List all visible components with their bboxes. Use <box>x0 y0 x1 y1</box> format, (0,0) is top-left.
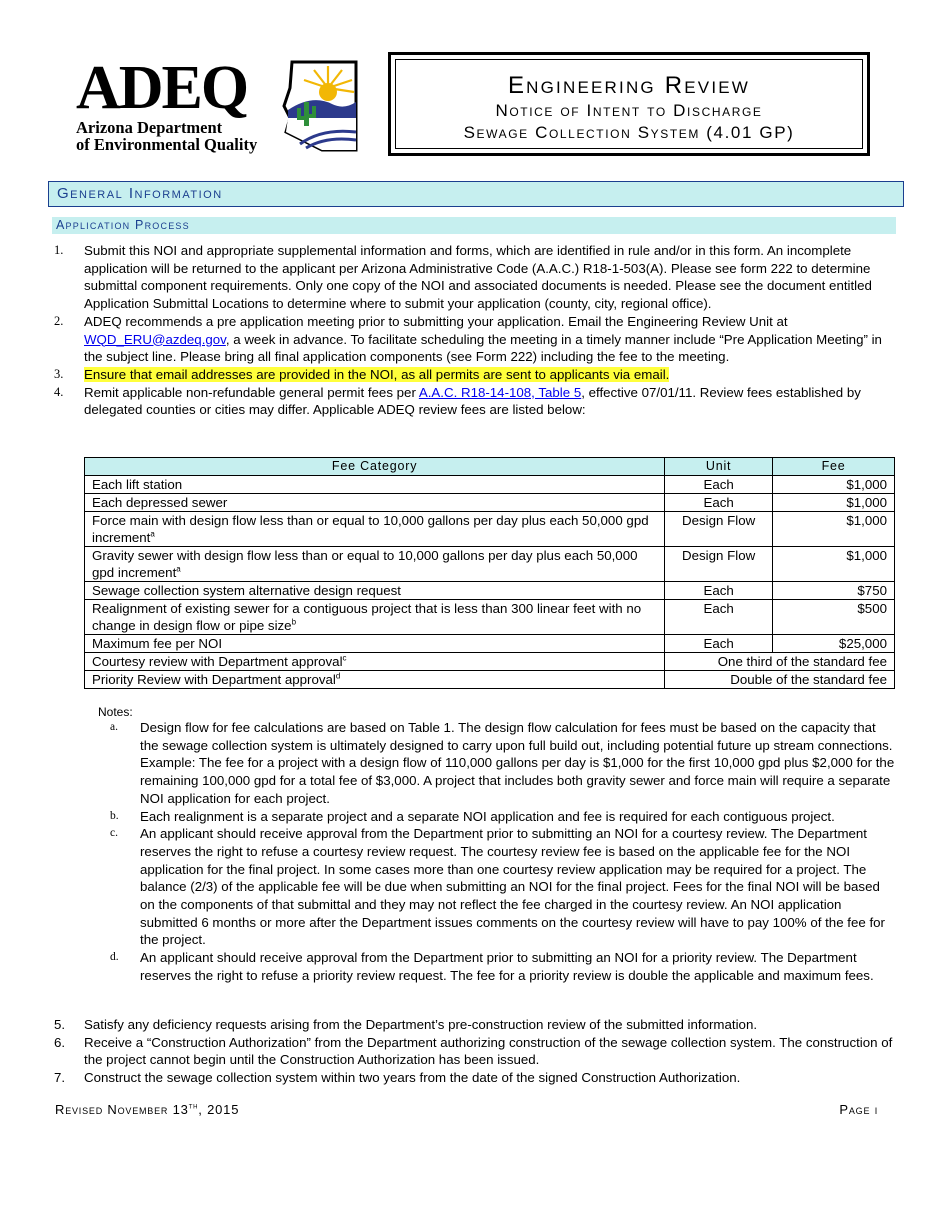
note-letter: b. <box>110 809 119 822</box>
logo-agency-line2: of Environmental Quality <box>76 135 258 154</box>
item-text: , effective 07/01/11. Review fees established by delegated counties or cities may differ. Applicable ADEQ review fees are listed below: <box>84 384 861 418</box>
list-item <box>54 1016 904 1034</box>
form-title-box <box>388 52 870 156</box>
header-fee-category: Fee Category <box>85 458 665 476</box>
unit-cell: Each <box>665 494 773 512</box>
unit-cell: Design Flow <box>665 512 773 547</box>
fee-category-cell: Realignment of existing sewer for a contiguous project that is less than 300 linear feet with no change in design flow or pipe size$^b$ <box>85 600 665 635</box>
list-item <box>54 384 904 419</box>
item-number: 6. <box>54 1034 66 1050</box>
fee-cell: $1,000 <box>773 547 895 582</box>
footnote-marker: d <box>335 671 341 681</box>
fee-cell: $750 <box>773 582 895 600</box>
fee-cell: $1,000 <box>773 494 895 512</box>
table-row <box>85 582 895 600</box>
note-item <box>110 825 896 949</box>
fee-category-cell: Gravity sewer with design flow less than or equal to 10,000 gallons per day plus each 50,000 gpd increment$^a$ <box>85 547 665 582</box>
fee-cell: $25,000 <box>773 635 895 653</box>
logo-brand: ADEQ <box>76 54 248 122</box>
note-letter: a. <box>110 721 118 733</box>
note-text: An applicant should receive approval from the Department prior to submitting an NOI for a priority review. The Department reserves the right to refuse a priority review request. The fee for a priority review is double the applicable and maximum fees. <box>140 950 874 983</box>
fee-category-cell: Each lift station <box>85 476 665 494</box>
section-general-information: General Information <box>48 181 904 207</box>
note-letter: d. <box>110 951 119 964</box>
footnote-marker: c <box>342 653 347 663</box>
item-text: Satisfy any deficiency requests arising from the Department’s pre-construction review of the submitted information. <box>84 1017 758 1032</box>
list-item <box>54 1069 904 1087</box>
item-text: Construct the sewage collection system within two years from the date of the signed Construction Authorization. <box>84 1070 741 1086</box>
list-item <box>54 242 904 313</box>
form-title-inner <box>395 59 863 149</box>
arizona-map-icon <box>282 58 366 154</box>
email-link[interactable]: WQD_ERU@azdeq.gov <box>84 331 226 347</box>
fee-cell: Double of the standard fee <box>665 671 895 689</box>
header-fee: Fee <box>773 458 895 476</box>
item-number: 1. <box>54 243 64 257</box>
list-item <box>54 1034 904 1069</box>
fee-category-cell: Force main with design flow less than or equal to 10,000 gallons per day plus each 50,000 gpd increment$^a$ <box>85 512 665 547</box>
unit-cell: Design Flow <box>665 547 773 582</box>
note-text: Each realignment is a separate project and a separate NOI application and fee is required for each contiguous project. <box>140 808 835 824</box>
fee-category-cell: Priority Review with Department approval$^d$ <box>85 671 665 689</box>
rule-link[interactable]: A.A.C. R18-14-108, Table 5 <box>418 384 582 400</box>
fee-cell: One third of the standard fee <box>665 653 895 671</box>
fee-table <box>84 457 895 689</box>
table-row <box>85 635 895 653</box>
table-row <box>85 653 895 671</box>
item-number: 7. <box>54 1070 66 1086</box>
note-item <box>110 808 896 826</box>
list-item <box>54 366 904 384</box>
item-number: 2. <box>54 313 64 328</box>
item-text: Receive a “Construction Authorization” from the Department authorizing construction of the sewage collection system. The construction of the project cannot begin until the Construction Authorization has been issued. <box>84 1034 893 1068</box>
table-row <box>85 476 895 494</box>
table-header-row <box>85 458 895 476</box>
fee-cell: $1,000 <box>773 512 895 547</box>
form-subtitle: Notice of Intent to Discharge <box>495 101 763 120</box>
unit-cell: Each <box>665 476 773 494</box>
item-number: 5. <box>54 1017 66 1032</box>
adeq-logo <box>76 56 366 160</box>
form-subtitle-2: Sewage Collection System (4.01 GP) <box>463 123 795 142</box>
note-item <box>110 949 896 984</box>
item-text: Remit applicable non-refundable general permit fees per <box>84 384 419 400</box>
highlighted-text: Ensure that email addresses are provided in the NOI, as all permits are sent to applicants via email. <box>84 366 670 382</box>
fee-cell: $1,000 <box>773 476 895 494</box>
note-letter: c. <box>110 827 118 840</box>
table-row <box>85 600 895 635</box>
fee-category-cell: Courtesy review with Department approval$^c$ <box>85 653 665 671</box>
unit-cell: Each <box>665 582 773 600</box>
footnote-marker: a <box>150 529 155 539</box>
logo-agency-line1: Arizona Department <box>76 118 223 137</box>
list-item <box>54 313 904 366</box>
table-row <box>85 494 895 512</box>
item-text: , a week in advance. To facilitate scheduling the meeting in a timely manner include “Pre Application Meeting” in the subject line. Please bring all final application components (see Form 222) including the fee to the meeting. <box>84 331 882 365</box>
note-text: Design flow for fee calculations are based on Table 1. The design flow calculation for fees must be based on the capacity that the sewage collection system is ultimately designed to carry upon full build out, including potential future up stream connections. Example: The fee for a project with a design flow of 110,000 gallons per day is $1,000 for the first 10,000 gpd plus $2,000 for the remaining 100,000 gpd for a total fee of $3,000. A project that includes both gravity sewer and force main will require a separate NOI application for each project. <box>140 720 895 806</box>
item-number: 4. <box>54 384 64 399</box>
footnote-marker: b <box>291 617 297 627</box>
note-item <box>110 719 896 808</box>
subsection-application-process: Application Process <box>52 217 896 234</box>
note-text: An applicant should receive approval from the Department prior to submitting an NOI for a courtesy review. The Department reserves the right to refuse a courtesy review request. The courtesy review fee is based on the applicable fee for the NOI application for the final project. In some cases more than one courtesy review application may be required for a project. The balance (2/3) of the applicable fee will be due when submitting an NOI for the final project. Fees for the final NOI will be based on the components of that submittal and they may not reflect the fee charged in the courtesy review. An NOI application submitted 6 months or more after the Department issues comments on the courtesy review will have to pay 100% of the fee for the project. <box>140 826 885 948</box>
item-text: ADEQ recommends a pre application meeting prior to submitting your application. Email the Engineering Review Unit at <box>84 313 788 329</box>
fee-category-cell: Sewage collection system alternative design request <box>85 582 665 600</box>
fee-category-cell: Each depressed sewer <box>85 494 665 512</box>
fee-category-cell: Maximum fee per NOI <box>85 635 665 653</box>
table-row <box>85 512 895 547</box>
page-number: Page i <box>839 1102 878 1117</box>
item-text: Submit this NOI and appropriate supplemental information and forms, which are identified in rule and/or in this form. An incomplete application will be returned to the applicant per Arizona Administrative Code (A.A.C.) R18-1-503(A). Please see form 222 to determine submittal component requirements. Only one copy of the NOI and associated documents is needed. Please see the document entitled Application Submittal Locations to determine where to submit your application (county, city, regional office). <box>84 243 872 312</box>
table-row <box>85 547 895 582</box>
item-number: 3. <box>54 366 64 381</box>
fee-cell: $500 <box>773 600 895 635</box>
notes-label: Notes: <box>98 705 133 719</box>
table-row <box>85 671 895 689</box>
footnote-marker: a <box>176 564 181 574</box>
application-steps <box>54 242 904 419</box>
form-title: Engineering Review <box>507 72 751 99</box>
application-steps-continued <box>54 1016 904 1087</box>
header-unit: Unit <box>665 458 773 476</box>
notes-list <box>110 719 896 985</box>
unit-cell: Each <box>665 635 773 653</box>
unit-cell: Each <box>665 600 773 635</box>
revision-date: Revised November 13th, 2015 <box>55 1101 240 1117</box>
